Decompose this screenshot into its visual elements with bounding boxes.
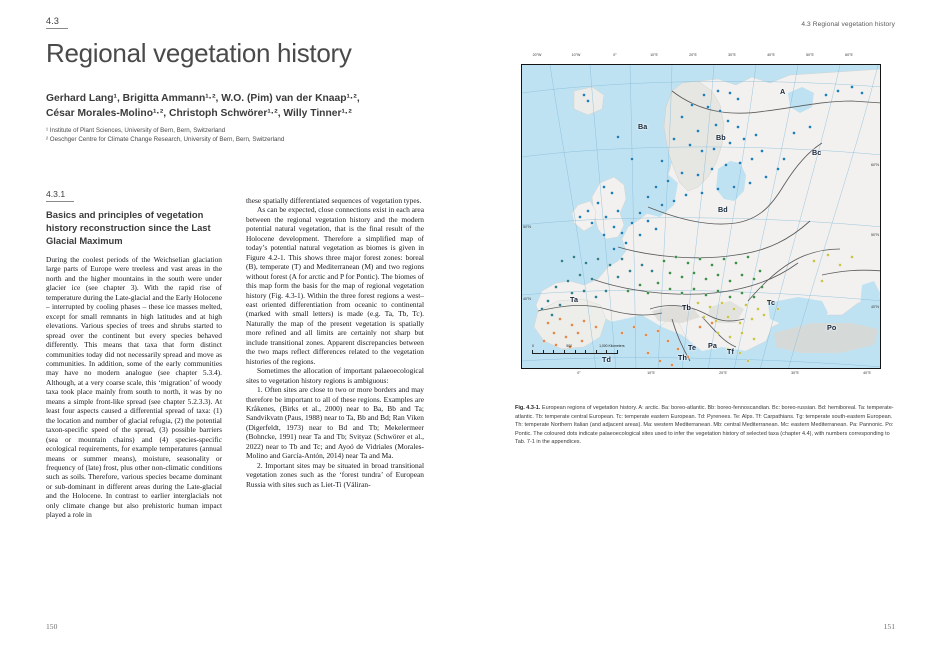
- region-label-tg: [720, 368, 729, 369]
- region-label-te: Te: [688, 343, 697, 352]
- lon-tick-label: 50°E: [806, 53, 814, 57]
- affiliation-1: ¹ Institute of Plant Sciences, University of Bern, Bern, Switzerland: [46, 127, 226, 134]
- figure-caption-text: European regions of vegetation history. A: arctic. Ba: boreo-atlantic. Bb: boreo-fennoscandian. Bc: boreo-russian. Bd: hemiboreal. Ta: temperate-atlantic. Tb: temperate central European. Tc: temperate eastern European. Td: Pyrenees. Te: Alps. Tf: Carpathians. Tg: temperate south-eastern European. Th: temperate Northern Italian (and adjacent areas). Ma: western Mediterranean. Mb: central Mediterranean. Mc: eastern Mediterranean. Pa: Pannonic. Po: Pontic. The coloured dots indicate palaeoecological sites used to infer the vegetation history of selected taxa (chapter 4.4), with numbers corresponding to Tab. 7-1 in the appendices.: [515, 405, 894, 446]
- section-number: 4.3: [46, 16, 68, 29]
- lon-tick-label: 0°: [613, 53, 617, 57]
- map-canvas: [521, 64, 881, 369]
- map-longitude-axis-top: [515, 53, 895, 64]
- subsection-number: 4.3.1: [46, 189, 74, 202]
- figure-4-3-1: [515, 53, 895, 388]
- paragraph: Sometimes the allocation of important palaeoecological sites to vegetation history regions is ambiguous:: [246, 366, 424, 385]
- body-column-1: [46, 255, 222, 520]
- region-label-po: Po: [827, 323, 837, 332]
- figure-caption: [515, 404, 896, 447]
- paragraph: During the coolest periods of the Weichselian glaciation large parts of Europe were treeless and vast areas in the north and the higher mountains in the south were under glacier ice (see chapter 3). With the rapid rise of temperature during the Late-glacial and the Early Holocene – interrupted by cooling phases – these ice masses melted, except for small remnants in high latitudes and at high elevations. Various species of trees and shrubs started to spread over the continent but every species behaved differently. This means that taxa that form distinct communities today did not necessarily spread and move as communities. In addition, some of the early communities may have no modern analogue (see chapter 5.3.4). Although, at a very coarse scale, this ‘migration’ of woody taxa took place mainly from south to north, it was by no means a simple front-like spread (see chapter 5.2.3.3). At least four aspects caused a differential spread of taxa: (1) the location and number of glacial refugia, (2) the potential taxon-specific speed of the spread, (3) possible barriers (sea or mountain chains) and (4) species-specific ecological requirements, for example temperatures (annual means or summer means), moisture, seasonality or frequency of (late) frost, plus other non-climatic conditions such as soils. Therefore, various species became dominant or sub-dominant in different areas during the Late-glacial and the Holocene. In contrast to earlier interglacials not only climate change but also prehistoric human impact played a role in: [46, 255, 222, 520]
- region-label-tb: Tb: [682, 303, 691, 312]
- lon-tick-label-bottom: 20°E: [719, 371, 727, 375]
- lon-tick-label-bottom: 40°E: [863, 371, 871, 375]
- page-number-right: 151: [883, 622, 895, 631]
- paragraph: these spatially differentiated sequences of vegetation types.: [246, 196, 422, 205]
- paragraph: As can be expected, close connections exist in each area between the regional vegetation history and the modern potential natural vegetation, that is the final result of the Holocene development. Therefore a simplified map of today’s potential natural vegetation as biomes is given in Figure 4.2-1. This shows three major forest zones: boreal (B), temperate (T) and Mediterranean (M) and two regions without forest (A for arctic and P for Pontic). The biomes of this map form the basis for the map of regional vegetation history (Fig. 4.3-1). Within the three forest regions a west–east oriented differentiation from oceanic to continental (marked with small letters) is made (e.g. Ta, Tb, Tc). Naturally the map of the present vegetation is spatially more refined and all limits are certainly not sharp but include transitional zones. Apparent discrepancies between the two maps reflect differences related to the vegetation histories of the regions.: [246, 205, 424, 366]
- lon-tick-label-bottom: 10°E: [647, 371, 655, 375]
- lat-tick-label-left: 50°N: [523, 225, 532, 229]
- lon-tick-label: 60°E: [845, 53, 853, 57]
- region-label-tf: Tf: [727, 347, 734, 356]
- region-label-td: Td: [602, 355, 611, 364]
- paragraph: 2. Important sites may be situated in broad transitional vegetation zones such as the ‘forest tundra’ of European Russia with sites such as Liet-Ti (Väliran-: [246, 460, 424, 489]
- region-label-ba: Ba: [638, 122, 648, 131]
- affiliations: [46, 126, 446, 144]
- page-right: [465, 0, 930, 648]
- body-column-2: [246, 196, 424, 489]
- author-line-2: César Morales-Molino¹·², Christoph Schwörer¹·², Willy Tinner¹·²: [46, 107, 352, 119]
- region-label-pa: Pa: [708, 341, 717, 350]
- author-line-1: Gerhard Lang¹, Brigitta Ammann¹·², W.O. (Pim) van der Knaap¹·²,: [46, 93, 360, 104]
- lon-tick-label: 20°E: [689, 53, 697, 57]
- lat-tick-label-right: 60°N: [870, 163, 879, 167]
- affiliation-2: ² Oeschger Centre for Climate Change Research, University of Bern, Bern, Switzerland: [46, 136, 285, 143]
- lon-tick-label: 40°E: [767, 53, 775, 57]
- lon-tick-label: 10°E: [650, 53, 658, 57]
- lon-tick-label: 30°E: [728, 53, 736, 57]
- lat-tick-label-right: 40°N: [870, 305, 879, 309]
- scalebar-end: 1,000 Kilometers: [599, 344, 625, 348]
- region-label-tc: Tc: [767, 298, 776, 307]
- page-number-left: 150: [46, 622, 58, 631]
- region-label-bd: Bd: [718, 205, 728, 214]
- region-label-ta: Ta: [570, 295, 579, 304]
- map-longitude-axis-bottom: [521, 371, 881, 383]
- region-label-a: A: [780, 87, 786, 96]
- running-head: 4.3 Regional vegetation history: [801, 21, 895, 28]
- scalebar-start: 0: [532, 344, 534, 348]
- scalebar-mid: 500: [566, 344, 573, 348]
- paragraph: 1. Often sites are close to two or more borders and may therefore be important to all of these regions. Examples are Kråkenes, (Birks et al., 2000) near to Ba, Bb and Ta; Sandvikvatn (Paus, 1988) near to Ta, Bb and Bd; Ran Viken (Digerfeldt, 1973) near to Bd and Tb; Mekelermeer (Bohncke, 1991) near Ta and Tb; Svityaz (Schwörer et al., 2022) near to Tb and Tc; and Ayoó de Vidriales (Morales-Molino and García-Antón, 2014) near Ta and Ma.: [246, 385, 424, 461]
- figure-number: Fig. 4.3-1.: [515, 405, 541, 411]
- scalebar-bar: [532, 350, 618, 354]
- region-label-bc: Bc: [812, 148, 822, 157]
- region-label-th: Th: [678, 353, 687, 362]
- lat-tick-label-left: 40°N: [523, 297, 532, 301]
- subsection-title: Basics and principles of vegetation history reconstruction since the Last Glacial Maximum: [46, 209, 211, 246]
- lon-tick-label: 10°W: [571, 53, 581, 57]
- lon-tick-label-bottom: 30°E: [791, 371, 799, 375]
- lon-tick-label-bottom: 0°: [577, 371, 581, 375]
- author-list: [46, 92, 426, 121]
- page-title: Regional vegetation history: [46, 38, 352, 68]
- lon-tick-label: 20°W: [532, 53, 542, 57]
- region-label-bb: Bb: [716, 133, 726, 142]
- map-scalebar: [532, 344, 625, 354]
- lat-tick-label-right: 50°N: [870, 233, 879, 237]
- map-container: [515, 53, 895, 388]
